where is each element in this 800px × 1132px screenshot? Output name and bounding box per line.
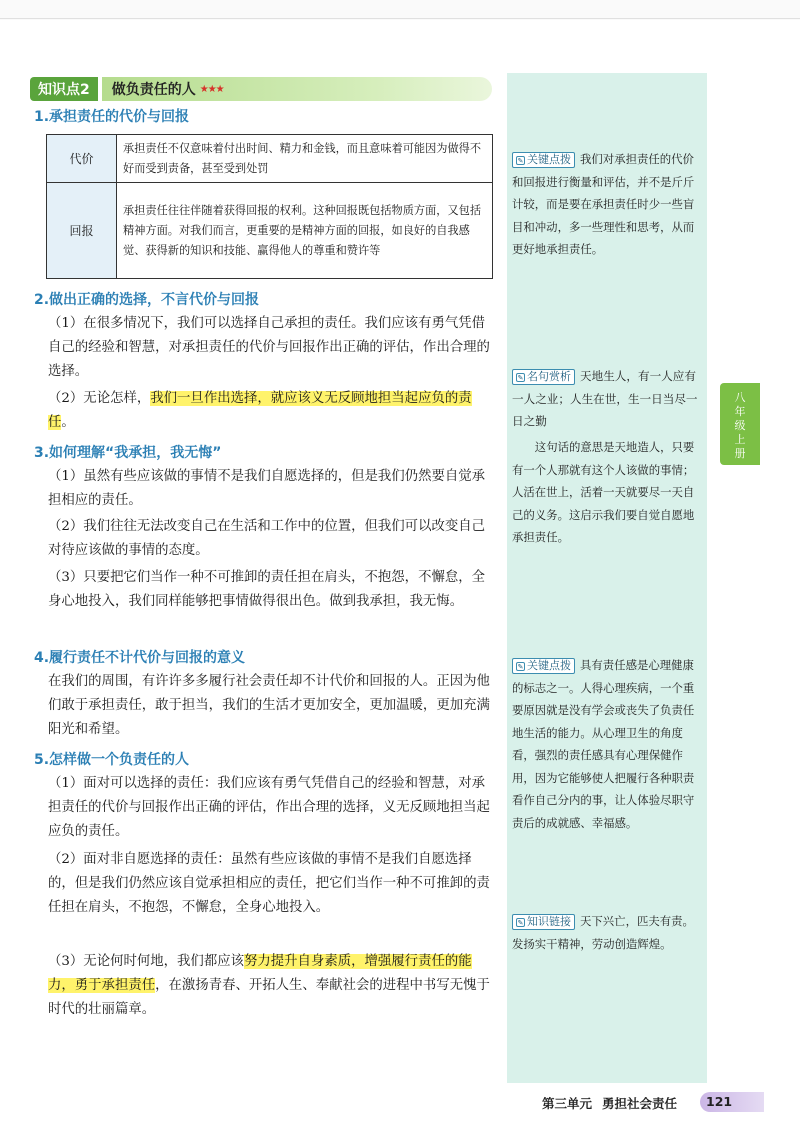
- section2-p2-suffix: 。: [61, 415, 75, 430]
- section5-paragraph-3: [48, 950, 494, 1022]
- page-number: 121: [706, 1094, 733, 1109]
- knowledge-point-title-band: [102, 77, 492, 101]
- page-footer: [542, 1094, 687, 1112]
- table-row: [47, 183, 493, 279]
- note-icon: ✎: [517, 663, 524, 671]
- table-row: [47, 135, 493, 183]
- link-text: 天下兴亡，匹夫有责。发扬实干精神，劳动创造辉煌。: [512, 914, 694, 951]
- knowledge-point-tag: 知识点2: [30, 77, 98, 101]
- unit-title: 勇担社会责任: [602, 1096, 678, 1111]
- note-icon: ✎: [517, 374, 524, 382]
- tip-tag-label: 关键点拨: [527, 153, 571, 166]
- cost-reward-table: [46, 134, 493, 279]
- section3-paragraph-3: （3）只要把它们当作一种不可推卸的责任担在肩头，不抱怨，不懈怠，全身心地投入，我们同样能够把事情做得很出色。做到我承担，我无悔。: [48, 570, 486, 609]
- knowledge-point-title: 做负责任的人: [111, 82, 196, 98]
- knowledge-point-header: [30, 77, 492, 101]
- sidebar-knowledge-link: [512, 910, 698, 955]
- section-heading-4: 4.履行责任不计代价与回报的意义: [34, 650, 246, 666]
- section-heading-5: 5.怎样做一个负责任的人: [34, 752, 190, 768]
- section-heading-3: 3.如何理解“我承担，我无悔”: [34, 445, 222, 461]
- note-icon: ✎: [517, 157, 524, 165]
- highlight-text: 我们一旦作出选择，就应该义无反顾地担当起应负的责任: [48, 391, 472, 430]
- section5-paragraph-1: （1）面对可以选择的责任：我们应该有勇气凭借自己的经验和智慧，对承担责任的代价与回报作出正确的评估，作出合理的选择，义无反顾地担当起应负的责任。: [48, 776, 490, 839]
- sidebar-tip-2: [512, 654, 698, 834]
- sidebar-quote-explanation: 这句话的意思是天地造人，只要有一个人那就有这个人该做的事情；人活在世上，活着一天就要尽一天自己的义务。这启示我们要自觉自愿地承担责任。: [512, 440, 695, 544]
- importance-stars: ★★★: [199, 83, 224, 95]
- tip-text: 具有责任感是心理健康的标志之一。人得心理疾病，一个重要原因就是没有学会或丧失了负责任地生活的能力。从心理卫生的角度看，强烈的责任感具有心理保健作用，因为它能够使人把履行各种职责看作自己分内的事，让人体验尽职守责后的成就感、幸福感。: [512, 658, 695, 830]
- top-divider: [0, 18, 800, 19]
- highlight-text: 努力提升自身素质，增强履行责任的能力，勇于承担责任: [48, 954, 472, 993]
- section5-p3-prefix: （3）无论何时何地，我们都应该: [48, 954, 244, 969]
- section2-paragraph-1: [48, 312, 494, 384]
- link-tag-label: 知识链接: [527, 915, 571, 928]
- table-label-reward: 回报: [47, 183, 117, 279]
- table-cell-cost: 承担责任不仅意味着付出时间、精力和金钱，而且意味着可能因为做得不好而受到责备，甚至受到处罚: [117, 135, 493, 183]
- page-top-margin: [0, 0, 800, 20]
- tip-tag-label: 关键点拨: [527, 659, 571, 672]
- quote-tag: [512, 369, 575, 385]
- section3-paragraph-2: （2）我们往往无法改变自己在生活和工作中的位置，但我们可以改变自己对待应该做的事情的态度。: [48, 519, 486, 558]
- grade-side-tab: [720, 383, 760, 465]
- unit-label: 第三单元: [542, 1096, 593, 1111]
- quote-tag-label: 名句赏析: [527, 370, 571, 383]
- section2-paragraph-2: [48, 387, 494, 435]
- sidebar-quote: [512, 365, 698, 433]
- tip-text: 我们对承担责任的代价和回报进行衡量和评估，并不是斤斤计较，而是要在承担责任时少一些盲目和冲动，多一些理性和思考，从而更好地承担责任。: [512, 152, 695, 256]
- grade-label: 八年级上册: [734, 391, 746, 460]
- tip-tag: [512, 658, 575, 674]
- section2-p1-text: （1）在很多情况下，我们可以选择自己承担的责任。我们应该有勇气凭借自己的经验和智慧，对承担责任的代价与回报作出正确的评估，作出合理的选择。: [48, 316, 490, 379]
- note-icon: ✎: [517, 919, 524, 927]
- section5-paragraph-2: （2）面对非自愿选择的责任：虽然有些应该做的事情不是我们自愿选择的，但是我们仍然应该自觉承担相应的责任，把它们当作一种不可推卸的责任担在肩头，不抱怨，不懈怠，全身心地投入。: [48, 852, 490, 915]
- link-tag: [512, 914, 575, 930]
- section5-p3-suffix: ，在激扬青春、开拓人生、奉献社会的进程中书写无愧于时代的壮丽篇章。: [48, 978, 490, 1017]
- section-heading-1: 1.承担责任的代价与回报: [34, 109, 190, 125]
- tip-tag: [512, 152, 575, 168]
- table-label-cost: 代价: [47, 135, 117, 183]
- section2-p2-prefix: （2）无论怎样，: [48, 391, 151, 406]
- table-cell-reward: 承担责任往往伴随着获得回报的权利。这种回报既包括物质方面，又包括精神方面。对我们而言，更重要的是精神方面的回报，如良好的自我感觉、获得新的知识和技能、赢得他人的尊重和赞许等: [117, 183, 493, 279]
- section-heading-2: 2.做出正确的选择，不言代价与回报: [34, 292, 260, 308]
- section4-paragraph: 在我们的周围，有许许多多履行社会责任却不计代价和回报的人。正因为他们敢于承担责任，敢于担当，我们的生活才更加安全，更加温暖，更加充满阳光和希望。: [48, 674, 490, 737]
- section3-paragraph-1: （1）虽然有些应该做的事情不是我们自愿选择的，但是我们仍然要自觉承担相应的责任。: [48, 469, 486, 508]
- quote-text: 天地生人，有一人应有一人之业；人生在世，生一日当尽一日之勤: [512, 369, 698, 428]
- page-number-badge: [700, 1092, 764, 1112]
- sidebar-tip-1: [512, 148, 698, 261]
